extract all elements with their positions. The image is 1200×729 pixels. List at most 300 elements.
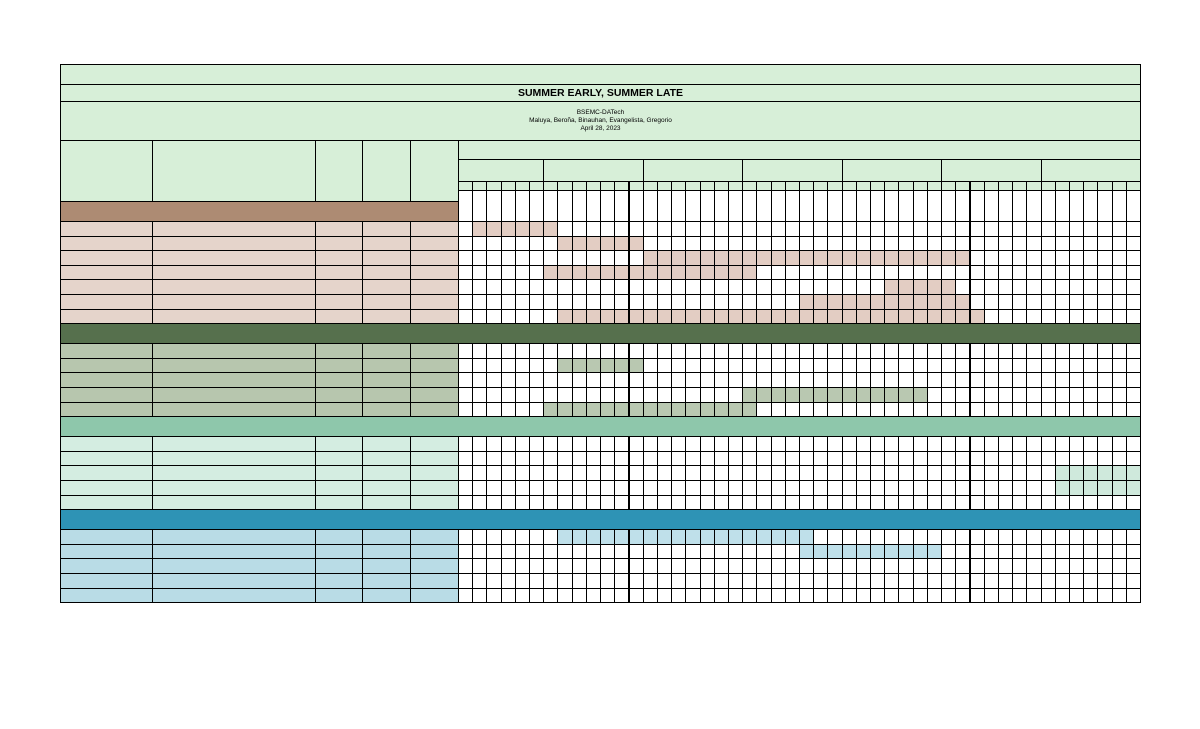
gantt-day-cell bbox=[472, 250, 487, 266]
gantt-day-cell bbox=[927, 387, 942, 403]
gantt-day-cell bbox=[515, 250, 530, 266]
gantt-bar-cell bbox=[884, 309, 899, 325]
gantt-day-cell bbox=[1097, 358, 1112, 374]
gantt-day-cell bbox=[458, 402, 473, 418]
gantt-day-cell bbox=[827, 402, 842, 418]
gantt-day-cell bbox=[714, 480, 729, 496]
gantt-day-cell bbox=[941, 451, 956, 467]
gantt-day-cell bbox=[671, 236, 686, 252]
date-range-label bbox=[458, 140, 1141, 160]
gantt-day-cell bbox=[756, 236, 771, 252]
gantt-day-cell bbox=[913, 451, 928, 467]
day-number bbox=[515, 190, 530, 222]
assigned-to bbox=[152, 480, 316, 496]
day-number bbox=[1126, 190, 1141, 222]
gantt-day-cell bbox=[1041, 529, 1056, 545]
gantt-day-cell bbox=[1055, 558, 1070, 574]
gantt-day-cell bbox=[1126, 294, 1141, 310]
gantt-day-cell bbox=[941, 573, 956, 589]
gantt-day-cell bbox=[572, 387, 587, 403]
end-date bbox=[410, 402, 459, 418]
gantt-day-cell bbox=[1026, 451, 1041, 467]
gantt-day-cell bbox=[970, 358, 985, 374]
gantt-day-cell bbox=[714, 451, 729, 467]
day-number bbox=[586, 190, 601, 222]
gantt-bar-cell bbox=[785, 387, 800, 403]
gantt-day-cell bbox=[1126, 387, 1141, 403]
gantt-day-cell bbox=[486, 372, 501, 388]
gantt-day-cell bbox=[984, 451, 999, 467]
gantt-day-cell bbox=[458, 236, 473, 252]
gantt-day-cell bbox=[1012, 480, 1027, 496]
gantt-day-cell bbox=[1012, 343, 1027, 359]
gantt-day-cell bbox=[998, 387, 1013, 403]
gantt-day-cell bbox=[870, 495, 885, 511]
gantt-bar-cell bbox=[572, 265, 587, 281]
gantt-day-cell bbox=[898, 573, 913, 589]
gantt-day-cell bbox=[955, 529, 970, 545]
gantt-bar-cell bbox=[827, 387, 842, 403]
gantt-bar-cell bbox=[955, 294, 970, 310]
top-strip bbox=[60, 64, 1141, 85]
gantt-day-cell bbox=[884, 358, 899, 374]
gantt-day-cell bbox=[486, 309, 501, 325]
gantt-day-cell bbox=[785, 436, 800, 452]
gantt-day-cell bbox=[785, 465, 800, 481]
gantt-day-cell bbox=[813, 279, 828, 295]
end-date bbox=[410, 451, 459, 467]
gantt-day-cell bbox=[927, 436, 942, 452]
gantt-day-cell bbox=[529, 480, 544, 496]
gantt-bar-cell bbox=[501, 221, 516, 237]
task-name bbox=[60, 588, 153, 604]
gantt-day-cell bbox=[700, 358, 715, 374]
gantt-bar-cell bbox=[657, 250, 672, 266]
gantt-day-cell bbox=[813, 221, 828, 237]
task-name bbox=[60, 250, 153, 266]
day-number bbox=[1041, 190, 1056, 222]
gantt-day-cell bbox=[785, 480, 800, 496]
gantt-day-cell bbox=[984, 387, 999, 403]
gantt-day-cell bbox=[771, 495, 786, 511]
gantt-day-cell bbox=[941, 544, 956, 560]
gantt-day-cell bbox=[614, 294, 629, 310]
gantt-bar-cell bbox=[671, 402, 686, 418]
gantt-day-cell bbox=[529, 588, 544, 604]
gantt-day-cell bbox=[913, 372, 928, 388]
assigned-to bbox=[152, 495, 316, 511]
gantt-day-cell bbox=[941, 495, 956, 511]
gantt-day-cell bbox=[756, 372, 771, 388]
gantt-day-cell bbox=[856, 558, 871, 574]
gantt-day-cell bbox=[629, 544, 644, 560]
gantt-day-cell bbox=[970, 495, 985, 511]
gantt-day-cell bbox=[827, 372, 842, 388]
gantt-bar-cell bbox=[927, 279, 942, 295]
gantt-day-cell bbox=[927, 343, 942, 359]
gantt-day-cell bbox=[671, 358, 686, 374]
gantt-day-cell bbox=[913, 236, 928, 252]
gantt-day-cell bbox=[728, 573, 743, 589]
gantt-day-cell bbox=[657, 558, 672, 574]
gantt-day-cell bbox=[771, 480, 786, 496]
day-number bbox=[927, 190, 942, 222]
gantt-day-cell bbox=[600, 387, 615, 403]
gantt-bar-cell bbox=[557, 402, 572, 418]
gantt-day-cell bbox=[1083, 343, 1098, 359]
gantt-day-cell bbox=[685, 465, 700, 481]
gantt-day-cell bbox=[458, 573, 473, 589]
task-name bbox=[60, 465, 153, 481]
gantt-day-cell bbox=[742, 588, 757, 604]
gantt-day-cell bbox=[955, 358, 970, 374]
gantt-day-cell bbox=[1083, 279, 1098, 295]
gantt-day-cell bbox=[614, 588, 629, 604]
gantt-bar-cell bbox=[685, 250, 700, 266]
day-number bbox=[458, 190, 473, 222]
gantt-day-cell bbox=[970, 279, 985, 295]
gantt-day-cell bbox=[984, 358, 999, 374]
end-date bbox=[410, 573, 459, 589]
gantt-day-cell bbox=[1069, 544, 1084, 560]
gantt-day-cell bbox=[1083, 451, 1098, 467]
gantt-day-cell bbox=[955, 343, 970, 359]
gantt-bar-cell bbox=[671, 265, 686, 281]
gantt-day-cell bbox=[529, 465, 544, 481]
gantt-day-cell bbox=[1041, 236, 1056, 252]
gantt-day-cell bbox=[799, 236, 814, 252]
gantt-day-cell bbox=[970, 436, 985, 452]
gantt-day-cell bbox=[998, 558, 1013, 574]
gantt-day-cell bbox=[1069, 588, 1084, 604]
assigned-to bbox=[152, 265, 316, 281]
gantt-bar-cell bbox=[856, 309, 871, 325]
gantt-day-cell bbox=[913, 558, 928, 574]
gantt-day-cell bbox=[458, 343, 473, 359]
gantt-day-cell bbox=[657, 451, 672, 467]
gantt-day-cell bbox=[941, 358, 956, 374]
gantt-day-cell bbox=[898, 588, 913, 604]
gantt-day-cell bbox=[742, 343, 757, 359]
gantt-day-cell bbox=[927, 495, 942, 511]
gantt-day-cell bbox=[1055, 221, 1070, 237]
gantt-day-cell bbox=[756, 402, 771, 418]
gantt-day-cell bbox=[643, 343, 658, 359]
start-date bbox=[362, 265, 411, 281]
gantt-day-cell bbox=[543, 236, 558, 252]
gantt-day-cell bbox=[842, 451, 857, 467]
gantt-bar-cell bbox=[629, 358, 644, 374]
gantt-day-cell bbox=[827, 343, 842, 359]
gantt-day-cell bbox=[1112, 372, 1127, 388]
gantt-day-cell bbox=[1041, 465, 1056, 481]
gantt-bar-cell bbox=[827, 294, 842, 310]
gantt-day-cell bbox=[1069, 372, 1084, 388]
gantt-bar-cell bbox=[1097, 465, 1112, 481]
week-label bbox=[842, 159, 942, 182]
gantt-day-cell bbox=[486, 588, 501, 604]
gantt-day-cell bbox=[529, 544, 544, 560]
gantt-day-cell bbox=[458, 544, 473, 560]
gantt-day-cell bbox=[870, 343, 885, 359]
gantt-day-cell bbox=[515, 236, 530, 252]
gantt-day-cell bbox=[671, 544, 686, 560]
gantt-day-cell bbox=[799, 221, 814, 237]
gantt-bar-cell bbox=[486, 221, 501, 237]
gantt-day-cell bbox=[842, 279, 857, 295]
gantt-day-cell bbox=[913, 358, 928, 374]
gantt-day-cell bbox=[685, 221, 700, 237]
gantt-day-cell bbox=[771, 558, 786, 574]
progress-header bbox=[315, 140, 363, 202]
gantt-day-cell bbox=[1097, 573, 1112, 589]
start-date bbox=[362, 465, 411, 481]
gantt-day-cell bbox=[927, 358, 942, 374]
gantt-bar-cell bbox=[941, 309, 956, 325]
gantt-day-cell bbox=[1012, 294, 1027, 310]
gantt-bar-cell bbox=[742, 309, 757, 325]
gantt-day-cell bbox=[472, 558, 487, 574]
gantt-day-cell bbox=[884, 465, 899, 481]
gantt-day-cell bbox=[998, 343, 1013, 359]
gantt-day-cell bbox=[955, 236, 970, 252]
gantt-day-cell bbox=[529, 279, 544, 295]
gantt-day-cell bbox=[1012, 358, 1027, 374]
gantt-day-cell bbox=[984, 436, 999, 452]
gantt-day-cell bbox=[685, 558, 700, 574]
gantt-day-cell bbox=[970, 343, 985, 359]
gantt-day-cell bbox=[927, 573, 942, 589]
gantt-day-cell bbox=[941, 436, 956, 452]
task-name bbox=[60, 309, 153, 325]
gantt-day-cell bbox=[785, 265, 800, 281]
gantt-day-cell bbox=[671, 451, 686, 467]
gantt-bar-cell bbox=[1069, 480, 1084, 496]
gantt-day-cell bbox=[671, 221, 686, 237]
gantt-bar-cell bbox=[685, 309, 700, 325]
gantt-day-cell bbox=[1041, 451, 1056, 467]
task-name bbox=[60, 573, 153, 589]
gantt-bar-cell bbox=[557, 358, 572, 374]
gantt-day-cell bbox=[515, 343, 530, 359]
gantt-day-cell bbox=[771, 279, 786, 295]
gantt-day-cell bbox=[785, 558, 800, 574]
day-number bbox=[1083, 190, 1098, 222]
gantt-day-cell bbox=[827, 558, 842, 574]
gantt-day-cell bbox=[486, 480, 501, 496]
gantt-day-cell bbox=[486, 558, 501, 574]
gantt-bar-cell bbox=[586, 236, 601, 252]
gantt-bar-cell bbox=[700, 309, 715, 325]
gantt-day-cell bbox=[657, 372, 672, 388]
progress-value bbox=[315, 236, 363, 252]
gantt-day-cell bbox=[742, 436, 757, 452]
gantt-bar-cell bbox=[1126, 480, 1141, 496]
gantt-day-cell bbox=[856, 480, 871, 496]
gantt-bar-cell bbox=[557, 529, 572, 545]
gantt-day-cell bbox=[685, 544, 700, 560]
gantt-day-cell bbox=[600, 588, 615, 604]
gantt-day-cell bbox=[700, 372, 715, 388]
gantt-day-cell bbox=[501, 480, 516, 496]
assigned-to bbox=[152, 529, 316, 545]
gantt-day-cell bbox=[1126, 358, 1141, 374]
gantt-day-cell bbox=[643, 588, 658, 604]
gantt-bar-cell bbox=[799, 294, 814, 310]
gantt-day-cell bbox=[515, 294, 530, 310]
gantt-day-cell bbox=[657, 343, 672, 359]
gantt-bar-cell bbox=[600, 402, 615, 418]
gantt-day-cell bbox=[1112, 436, 1127, 452]
gantt-day-cell bbox=[501, 265, 516, 281]
day-number bbox=[870, 190, 885, 222]
gantt-day-cell bbox=[472, 436, 487, 452]
day-number bbox=[1097, 190, 1112, 222]
gantt-day-cell bbox=[870, 279, 885, 295]
gantt-day-cell bbox=[501, 465, 516, 481]
gantt-day-cell bbox=[1026, 529, 1041, 545]
progress-value bbox=[315, 309, 363, 325]
gantt-day-cell bbox=[998, 451, 1013, 467]
gantt-day-cell bbox=[827, 358, 842, 374]
gantt-bar-cell bbox=[799, 250, 814, 266]
gantt-day-cell bbox=[501, 588, 516, 604]
end-date bbox=[410, 236, 459, 252]
gantt-bar-cell bbox=[756, 250, 771, 266]
gantt-day-cell bbox=[543, 544, 558, 560]
gantt-day-cell bbox=[756, 573, 771, 589]
gantt-bar-cell bbox=[600, 309, 615, 325]
gantt-bar-cell bbox=[927, 544, 942, 560]
gantt-day-cell bbox=[813, 372, 828, 388]
gantt-day-cell bbox=[884, 402, 899, 418]
gantt-day-cell bbox=[600, 495, 615, 511]
day-number bbox=[842, 190, 857, 222]
gantt-day-cell bbox=[572, 558, 587, 574]
gantt-day-cell bbox=[1026, 279, 1041, 295]
start-date bbox=[362, 372, 411, 388]
gantt-day-cell bbox=[629, 294, 644, 310]
gantt-day-cell bbox=[1069, 402, 1084, 418]
gantt-day-cell bbox=[1126, 343, 1141, 359]
gantt-day-cell bbox=[515, 451, 530, 467]
gantt-day-cell bbox=[799, 436, 814, 452]
gantt-day-cell bbox=[1041, 372, 1056, 388]
gantt-day-cell bbox=[998, 221, 1013, 237]
gantt-day-cell bbox=[1083, 529, 1098, 545]
gantt-bar-cell bbox=[827, 309, 842, 325]
gantt-day-cell bbox=[1097, 250, 1112, 266]
gantt-day-cell bbox=[941, 558, 956, 574]
gantt-day-cell bbox=[955, 573, 970, 589]
gantt-bar-cell bbox=[586, 402, 601, 418]
gantt-day-cell bbox=[1069, 436, 1084, 452]
gantt-day-cell bbox=[643, 436, 658, 452]
gantt-day-cell bbox=[941, 221, 956, 237]
gantt-bar-cell bbox=[614, 236, 629, 252]
gantt-day-cell bbox=[486, 294, 501, 310]
gantt-day-cell bbox=[1041, 480, 1056, 496]
gantt-day-cell bbox=[1012, 279, 1027, 295]
end-date bbox=[410, 387, 459, 403]
gantt-day-cell bbox=[629, 480, 644, 496]
gantt-day-cell bbox=[1041, 558, 1056, 574]
gantt-bar-cell bbox=[557, 265, 572, 281]
task-name bbox=[60, 294, 153, 310]
gantt-day-cell bbox=[529, 372, 544, 388]
day-number bbox=[600, 190, 615, 222]
gantt-day-cell bbox=[1112, 573, 1127, 589]
gantt-bar-cell bbox=[884, 279, 899, 295]
gantt-day-cell bbox=[700, 495, 715, 511]
gantt-day-cell bbox=[913, 573, 928, 589]
gantt-day-cell bbox=[955, 265, 970, 281]
progress-value bbox=[315, 294, 363, 310]
gantt-day-cell bbox=[1097, 588, 1112, 604]
end-date bbox=[410, 480, 459, 496]
gantt-day-cell bbox=[614, 573, 629, 589]
gantt-bar-cell bbox=[543, 402, 558, 418]
gantt-day-cell bbox=[771, 372, 786, 388]
task-name bbox=[60, 495, 153, 511]
gantt-day-cell bbox=[586, 250, 601, 266]
gantt-day-cell bbox=[799, 465, 814, 481]
gantt-day-cell bbox=[472, 309, 487, 325]
gantt-bar-cell bbox=[629, 236, 644, 252]
gantt-day-cell bbox=[941, 529, 956, 545]
gantt-day-cell bbox=[1055, 343, 1070, 359]
gantt-day-cell bbox=[1026, 495, 1041, 511]
gantt-day-cell bbox=[614, 451, 629, 467]
week-label bbox=[458, 159, 544, 182]
gantt-day-cell bbox=[813, 402, 828, 418]
gantt-day-cell bbox=[984, 343, 999, 359]
gantt-bar-cell bbox=[856, 250, 871, 266]
gantt-day-cell bbox=[1126, 372, 1141, 388]
day-number bbox=[955, 190, 970, 222]
gantt-day-cell bbox=[913, 343, 928, 359]
gantt-day-cell bbox=[1112, 221, 1127, 237]
gantt-day-cell bbox=[1069, 558, 1084, 574]
gantt-day-cell bbox=[486, 495, 501, 511]
gantt-day-cell bbox=[998, 294, 1013, 310]
gantt-day-cell bbox=[1026, 265, 1041, 281]
gantt-day-cell bbox=[572, 343, 587, 359]
week-label bbox=[941, 159, 1041, 182]
gantt-bar-cell bbox=[870, 294, 885, 310]
gantt-day-cell bbox=[970, 465, 985, 481]
gantt-bar-cell bbox=[827, 250, 842, 266]
gantt-day-cell bbox=[827, 465, 842, 481]
gantt-day-cell bbox=[515, 372, 530, 388]
gantt-day-cell bbox=[1026, 480, 1041, 496]
gantt-day-cell bbox=[1069, 387, 1084, 403]
end-date bbox=[410, 465, 459, 481]
gantt-day-cell bbox=[472, 544, 487, 560]
gantt-day-cell bbox=[557, 465, 572, 481]
gantt-day-cell bbox=[927, 451, 942, 467]
gantt-day-cell bbox=[870, 480, 885, 496]
gantt-day-cell bbox=[970, 387, 985, 403]
gantt-day-cell bbox=[472, 573, 487, 589]
gantt-day-cell bbox=[700, 588, 715, 604]
gantt-day-cell bbox=[1026, 236, 1041, 252]
gantt-day-cell bbox=[1097, 309, 1112, 325]
gantt-day-cell bbox=[756, 358, 771, 374]
gantt-day-cell bbox=[458, 529, 473, 545]
gantt-bar-cell bbox=[643, 529, 658, 545]
gantt-day-cell bbox=[614, 480, 629, 496]
